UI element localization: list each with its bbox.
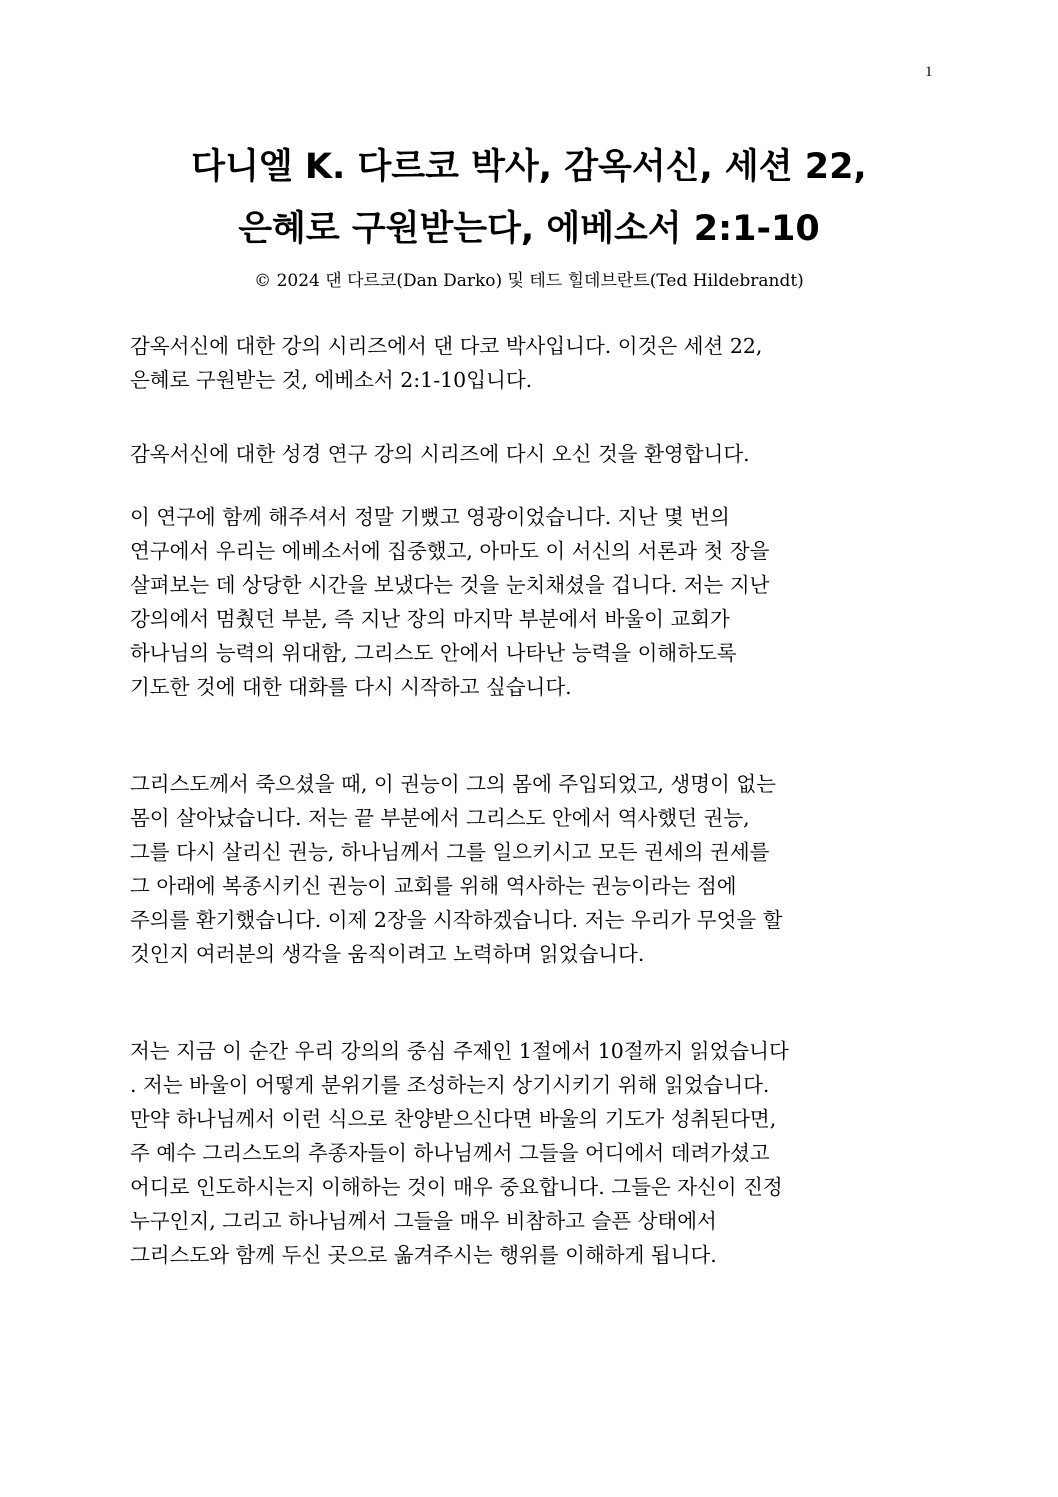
text-line: 몸이 살아났습니다. 저는 끝 부분에서 그리스도 안에서 역사했던 권능, xyxy=(130,806,750,830)
paragraph-3 xyxy=(130,500,930,704)
text-line: 하나님의 능력의 위대함, 그리스도 안에서 나타난 능력을 이해하도록 xyxy=(130,641,737,665)
text-line: 은혜로 구원받는 것, 에베소서 2:1-10입니다. xyxy=(130,368,533,392)
text-line: 감옥서신에 대한 성경 연구 강의 시리즈에 다시 오신 것을 환영합니다. xyxy=(130,442,750,466)
paragraph-2 xyxy=(130,437,930,471)
page-number: 1 xyxy=(925,64,933,80)
text-line: 저는 지금 이 순간 우리 강의의 중심 주제인 1절에서 10절까지 읽었습니다 xyxy=(130,1039,789,1063)
text-line: 그를 다시 살리신 권능, 하나님께서 그를 일으키시고 모든 권세의 권세를 xyxy=(130,840,770,864)
text-line: 그리스도와 함께 두신 곳으로 옮겨주시는 행위를 이해하게 됩니다. xyxy=(130,1243,717,1267)
text-line: 강의에서 멈췄던 부분, 즉 지난 장의 마지막 부분에서 바울이 교회가 xyxy=(130,607,730,631)
text-line: 그리스도께서 죽으셨을 때, 이 권능이 그의 몸에 주입되었고, 생명이 없는 xyxy=(130,772,776,796)
paragraph-5 xyxy=(130,1034,930,1272)
title-line-2: 은혜로 구원받는다, 에베소서 2:1-10 xyxy=(238,209,820,249)
text-line: 이 연구에 함께 해주셔서 정말 기뻤고 영광이었습니다. 지난 몇 번의 xyxy=(130,505,730,529)
text-line: 그 아래에 복종시키신 권능이 교회를 위해 역사하는 권능이라는 점에 xyxy=(130,874,737,898)
text-line: 주의를 환기했습니다. 이제 2장을 시작하겠습니다. 저는 우리가 무엇을 할 xyxy=(130,908,783,932)
text-line: 만약 하나님께서 이런 식으로 찬양받으신다면 바울의 기도가 성취된다면, xyxy=(130,1107,777,1131)
paragraph-1 xyxy=(130,329,930,397)
text-line: 기도한 것에 대한 대화를 다시 시작하고 싶습니다. xyxy=(130,675,572,699)
text-line: 주 예수 그리스도의 추종자들이 하나님께서 그들을 어디에서 데려가셨고 xyxy=(130,1141,770,1165)
text-line: 어디로 인도하시는지 이해하는 것이 매우 중요합니다. 그들은 자신이 진정 xyxy=(130,1175,783,1199)
text-line: 누구인지, 그리고 하나님께서 그들을 매우 비참하고 슬픈 상태에서 xyxy=(130,1209,717,1233)
title-line-1: 다니엘 K. 다르코 박사, 감옥서신, 세션 22, xyxy=(191,147,867,187)
text-line: 살펴보는 데 상당한 시간을 보냈다는 것을 눈치채셨을 겁니다. 저는 지난 xyxy=(130,573,770,597)
document-title xyxy=(0,136,1058,260)
text-line: 것인지 여러분의 생각을 움직이려고 노력하며 읽었습니다. xyxy=(130,942,645,966)
copyright-notice: © 2024 댄 다르코(Dan Darko) 및 테드 힐데브란트(Ted Hildebrandt) xyxy=(254,271,804,291)
text-line: 감옥서신에 대한 강의 시리즈에서 댄 다코 박사입니다. 이것은 세션 22, xyxy=(130,334,763,358)
text-line: 연구에서 우리는 에베소서에 집중했고, 아마도 이 서신의 서론과 첫 장을 xyxy=(130,539,770,563)
paragraph-4 xyxy=(130,767,930,971)
text-line: . 저는 바울이 어떻게 분위기를 조성하는지 상기시키기 위해 읽었습니다. xyxy=(130,1073,770,1097)
